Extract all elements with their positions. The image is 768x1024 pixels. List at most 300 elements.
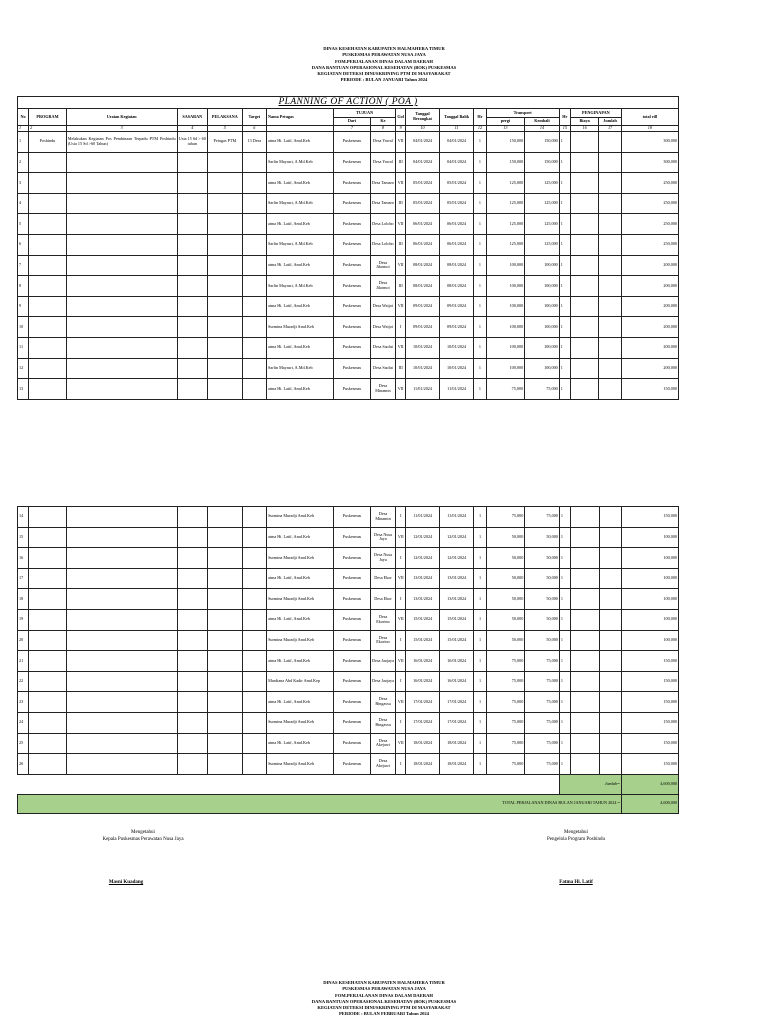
- row-pelaksana: [208, 671, 243, 692]
- col-header-penginapan: PENGINAPAN: [570, 109, 621, 118]
- row-nama-petugas: atma Hi. Latif, Amd.Keb: [267, 379, 334, 400]
- row-uraian: [66, 651, 177, 672]
- row-tanggal-balik: 11/01/2024: [439, 379, 474, 400]
- row-hr2: 1: [559, 214, 570, 235]
- row-total: 100,000: [621, 630, 678, 651]
- row-transport-pergi: 75,000: [486, 671, 525, 692]
- row-sasaran: [177, 152, 207, 173]
- row-tanggal-berangkat: 05/01/2024: [406, 193, 440, 214]
- row-gol: VII: [396, 527, 406, 548]
- row-biaya: [571, 548, 599, 569]
- row-biaya: [571, 733, 599, 754]
- table-row: [18, 712, 679, 733]
- row-ke: Desa Akejawi: [370, 733, 395, 754]
- row-biaya: [570, 214, 598, 235]
- header-line: PERIODE : BULAN FEBRUARI Tahun 2024: [339, 1011, 429, 1017]
- document-header: [0, 46, 768, 84]
- row-no: 13: [18, 379, 29, 400]
- row-jumlah: [599, 296, 621, 317]
- row-no: 18: [18, 589, 29, 610]
- row-uraian: [66, 337, 177, 358]
- row-hr: 1: [474, 589, 486, 610]
- row-pelaksana: [208, 234, 243, 255]
- row-target: [242, 173, 266, 194]
- row-nama-petugas: Surmina Muradji Amd.Keb: [267, 507, 334, 528]
- row-program: [29, 193, 67, 214]
- row-tanggal-balik: 05/01/2024: [439, 173, 474, 194]
- row-total: 150,000: [621, 671, 678, 692]
- row-nama-petugas: atma Hi. Latif, Amd.Keb: [267, 609, 334, 630]
- row-program: [29, 337, 67, 358]
- table-row: [18, 337, 679, 358]
- row-dari: Puskesmas: [334, 712, 371, 733]
- row-total: 300,000: [621, 152, 678, 173]
- row-ke: Desa Ekor: [370, 589, 395, 610]
- row-uraian: [66, 609, 177, 630]
- row-ke: Desa Lolobo: [370, 234, 395, 255]
- row-hr: 1: [474, 507, 486, 528]
- col-header-tgl-berangkat: Tanggal Berangkat: [406, 109, 440, 126]
- row-hr: 1: [474, 132, 486, 153]
- row-total: 250,000: [621, 234, 678, 255]
- row-hr2: 1: [559, 733, 570, 754]
- row-pelaksana: [208, 173, 243, 194]
- row-pelaksana: [208, 379, 243, 400]
- table-row: [18, 276, 679, 297]
- row-dari: Puskesmas: [334, 255, 371, 276]
- column-index-cell: 15: [559, 126, 570, 132]
- row-pelaksana: [208, 548, 243, 569]
- row-tanggal-balik: 12/01/2024: [439, 548, 474, 569]
- row-transport-kembali: 150,000: [525, 132, 560, 153]
- row-dari: Puskesmas: [334, 317, 371, 338]
- col-header-target: Target: [242, 109, 266, 126]
- col-header-tujuan: TUJUAN: [334, 109, 396, 118]
- row-hr2: 1: [559, 296, 570, 317]
- row-transport-pergi: 75,000: [486, 379, 525, 400]
- table-row: [18, 692, 679, 713]
- row-biaya: [570, 358, 598, 379]
- row-gol: VII: [396, 214, 406, 235]
- row-transport-pergi: 75,000: [486, 754, 525, 775]
- row-target: [242, 671, 266, 692]
- row-jumlah: [599, 671, 621, 692]
- row-sasaran: [177, 692, 208, 713]
- table-row: [18, 589, 679, 610]
- row-tanggal-berangkat: 06/01/2024: [406, 214, 440, 235]
- row-pelaksana: Petugas PTM: [208, 132, 243, 153]
- row-sasaran: Usia 15 Sd > 60 tahun: [177, 132, 207, 153]
- row-no: 22: [18, 671, 29, 692]
- row-total: 150,000: [621, 379, 678, 400]
- row-sasaran: [177, 276, 207, 297]
- row-gol: VII: [396, 337, 406, 358]
- row-transport-kembali: 50,000: [525, 589, 560, 610]
- row-transport-kembali: 50,000: [525, 527, 560, 548]
- signature-left: [43, 829, 243, 843]
- row-transport-pergi: 50,000: [486, 630, 525, 651]
- row-jumlah: [599, 507, 621, 528]
- row-target: [242, 733, 266, 754]
- row-transport-kembali: 75,000: [525, 733, 560, 754]
- row-no: 14: [18, 507, 29, 528]
- row-tanggal-berangkat: 06/01/2024: [406, 234, 440, 255]
- row-transport-kembali: 50,000: [525, 548, 560, 569]
- row-pelaksana: [208, 193, 243, 214]
- row-dari: Puskesmas: [334, 671, 371, 692]
- row-ke: Desa Waijoi: [370, 296, 395, 317]
- col-header-hr2: Hr: [559, 109, 570, 126]
- table-row: [18, 548, 679, 569]
- row-jumlah: [599, 214, 621, 235]
- row-sasaran: [177, 214, 207, 235]
- column-index-cell: 4: [177, 126, 207, 132]
- row-ke: Desa Minamin: [370, 379, 395, 400]
- row-hr: 1: [474, 712, 486, 733]
- row-tanggal-balik: 17/01/2024: [439, 692, 474, 713]
- row-hr2: 1: [559, 152, 570, 173]
- row-gol: VII: [396, 296, 406, 317]
- row-tanggal-balik: 04/01/2024: [439, 132, 474, 153]
- row-transport-pergi: 75,000: [486, 651, 525, 672]
- column-index-cell: 6: [242, 126, 266, 132]
- row-sasaran: [177, 527, 208, 548]
- jumlah-row: [18, 774, 679, 794]
- row-program: [29, 671, 67, 692]
- row-biaya: [571, 712, 599, 733]
- row-sasaran: [177, 234, 207, 255]
- col-header-program: PROGRAM: [29, 109, 67, 126]
- row-dari: Puskesmas: [334, 296, 371, 317]
- total-value: 4,600,000: [621, 794, 678, 813]
- row-transport-kembali: 100,000: [525, 317, 560, 338]
- row-dari: Puskesmas: [334, 589, 371, 610]
- row-dari: Puskesmas: [334, 173, 371, 194]
- row-program: [29, 589, 67, 610]
- row-transport-pergi: 150,000: [486, 152, 525, 173]
- row-pelaksana: [208, 568, 243, 589]
- row-jumlah: [599, 651, 621, 672]
- row-program: [29, 630, 67, 651]
- row-tanggal-balik: 06/01/2024: [439, 234, 474, 255]
- row-program: [29, 276, 67, 297]
- row-hr: 1: [474, 379, 486, 400]
- row-biaya: [571, 589, 599, 610]
- row-hr2: 1: [559, 630, 570, 651]
- row-dari: Puskesmas: [334, 193, 371, 214]
- row-hr: 1: [474, 337, 486, 358]
- row-jumlah: [599, 609, 621, 630]
- row-nama-petugas: atma Hi. Latif, Amd.Keb: [267, 337, 334, 358]
- row-no: 19: [18, 609, 29, 630]
- row-gol: III: [396, 276, 406, 297]
- row-transport-kembali: 50,000: [525, 568, 560, 589]
- row-jumlah: [599, 527, 621, 548]
- row-sasaran: [177, 317, 207, 338]
- table-row: [18, 234, 679, 255]
- row-jumlah: [599, 712, 621, 733]
- row-biaya: [571, 609, 599, 630]
- row-uraian: [66, 173, 177, 194]
- row-biaya: [570, 296, 598, 317]
- row-total: 250,000: [621, 173, 678, 194]
- row-gol: I: [396, 507, 406, 528]
- row-no: 7: [18, 255, 29, 276]
- row-no: 8: [18, 276, 29, 297]
- table-row: [18, 630, 679, 651]
- row-total: 200,000: [621, 317, 678, 338]
- row-sasaran: [177, 507, 208, 528]
- row-total: 300,000: [621, 132, 678, 153]
- jumlah-value: 4,600,000: [621, 774, 678, 794]
- row-uraian: [66, 379, 177, 400]
- row-no: 1: [18, 132, 29, 153]
- row-hr: 1: [474, 548, 486, 569]
- row-transport-kembali: 100,000: [525, 337, 560, 358]
- row-tanggal-balik: 04/01/2024: [439, 152, 474, 173]
- row-uraian: [66, 630, 177, 651]
- row-transport-kembali: 100,000: [525, 358, 560, 379]
- row-tanggal-balik: 16/01/2024: [439, 671, 474, 692]
- signature-left-title: Mengetahui: [131, 830, 155, 835]
- row-transport-pergi: 100,000: [486, 276, 525, 297]
- row-sasaran: [177, 651, 208, 672]
- row-tanggal-berangkat: 05/01/2024: [406, 173, 440, 194]
- row-tanggal-berangkat: 17/01/2024: [406, 712, 440, 733]
- row-dari: Puskesmas: [334, 548, 371, 569]
- row-uraian: [66, 692, 177, 713]
- row-program: [29, 173, 67, 194]
- column-index-cell: 1: [18, 126, 29, 132]
- row-transport-kembali: 125,000: [525, 173, 560, 194]
- table-row: [18, 733, 679, 754]
- row-tanggal-berangkat: 15/01/2024: [406, 609, 440, 630]
- row-total: 100,000: [621, 527, 678, 548]
- row-hr: 1: [474, 358, 486, 379]
- row-dari: Puskesmas: [334, 214, 371, 235]
- row-ke: Desa Jaojaya: [370, 651, 395, 672]
- row-hr: 1: [474, 733, 486, 754]
- header-line: PERIODE : BULAN JANUARI Tahun 2024: [340, 77, 428, 83]
- row-sasaran: [177, 193, 207, 214]
- row-target: [242, 317, 266, 338]
- row-jumlah: [599, 548, 621, 569]
- row-dari: Puskesmas: [334, 733, 371, 754]
- row-transport-kembali: 75,000: [525, 507, 560, 528]
- row-program: [29, 754, 67, 775]
- row-tanggal-balik: 10/01/2024: [439, 337, 474, 358]
- row-transport-kembali: 100,000: [525, 276, 560, 297]
- row-transport-kembali: 125,000: [525, 193, 560, 214]
- table-row: [18, 379, 679, 400]
- row-no: 3: [18, 173, 29, 194]
- row-target: [242, 358, 266, 379]
- row-uraian: [66, 671, 177, 692]
- row-target: 13 Desa: [242, 132, 266, 153]
- row-dari: Puskesmas: [334, 754, 371, 775]
- row-program: [29, 296, 67, 317]
- signature-left-role: Kepala Puskesmas Perawatan Nusa Jaya: [102, 837, 184, 842]
- row-hr: 1: [474, 630, 486, 651]
- row-pelaksana: [208, 651, 243, 672]
- row-no: 20: [18, 630, 29, 651]
- row-transport-pergi: 100,000: [486, 255, 525, 276]
- row-target: [242, 609, 266, 630]
- row-nama-petugas: Surmina Muradji Amd.Keb: [267, 548, 334, 569]
- row-program: [29, 507, 67, 528]
- row-biaya: [570, 337, 598, 358]
- row-uraian: [66, 507, 177, 528]
- row-no: 25: [18, 733, 29, 754]
- row-ke: Desa Ekor: [370, 568, 395, 589]
- row-ke: Desa Jikomoi: [370, 276, 395, 297]
- table-row: [18, 651, 679, 672]
- row-jumlah: [599, 754, 621, 775]
- col-header-ke: Ke: [370, 118, 395, 126]
- row-pelaksana: [208, 609, 243, 630]
- row-jumlah: [599, 358, 621, 379]
- row-no: 2: [18, 152, 29, 173]
- row-ke: Desa Minamin: [370, 507, 395, 528]
- row-total: 150,000: [621, 712, 678, 733]
- row-nama-petugas: atma Hi. Latif, Amd.Keb: [267, 568, 334, 589]
- column-index-cell: 12: [474, 126, 486, 132]
- row-dari: Puskesmas: [334, 276, 371, 297]
- header-line: FOM.PERJALANAN DINAS DALAM DAERAH: [335, 58, 433, 64]
- row-gol: I: [396, 317, 406, 338]
- row-biaya: [571, 651, 599, 672]
- column-index-cell: 8: [370, 126, 395, 132]
- row-dari: Puskesmas: [334, 234, 371, 255]
- header-line: DINAS KESEHATAN KABUPATEN HALMAHERA TIMUR: [323, 46, 445, 51]
- row-transport-kembali: 125,000: [525, 214, 560, 235]
- row-pelaksana: [208, 589, 243, 610]
- row-hr: 1: [474, 234, 486, 255]
- row-target: [242, 630, 266, 651]
- row-transport-kembali: 150,000: [525, 152, 560, 173]
- row-transport-pergi: 50,000: [486, 609, 525, 630]
- row-biaya: [571, 568, 599, 589]
- col-header-uraian: Uraian Kegiatan: [66, 109, 177, 126]
- row-target: [242, 379, 266, 400]
- row-ke: Desa Bingassu: [370, 712, 395, 733]
- poa-table: [17, 96, 679, 400]
- row-transport-pergi: 100,000: [486, 317, 525, 338]
- row-tanggal-berangkat: 18/01/2024: [406, 733, 440, 754]
- row-transport-pergi: 50,000: [486, 527, 525, 548]
- row-gol: VII: [396, 379, 406, 400]
- row-program: [29, 152, 67, 173]
- header-line: KEGIATAN DETEKSI DINI/SKRINING PTM DI MASYARAKAT: [317, 1005, 451, 1011]
- row-total: 150,000: [621, 733, 678, 754]
- row-dari: Puskesmas: [334, 630, 371, 651]
- row-tanggal-balik: 11/01/2024: [439, 507, 474, 528]
- row-jumlah: [599, 589, 621, 610]
- row-tanggal-berangkat: 12/01/2024: [406, 548, 440, 569]
- row-tanggal-berangkat: 18/01/2024: [406, 754, 440, 775]
- row-hr2: 1: [559, 173, 570, 194]
- row-biaya: [571, 527, 599, 548]
- row-transport-kembali: 125,000: [525, 234, 560, 255]
- row-nama-petugas: atma Hi. Latif, Amd.Keb: [267, 651, 334, 672]
- row-target: [242, 754, 266, 775]
- row-transport-pergi: 150,000: [486, 132, 525, 153]
- row-tanggal-berangkat: 04/01/2024: [406, 152, 440, 173]
- row-no: 17: [18, 568, 29, 589]
- row-uraian: Melakukan Kegiatan Pos Pembinaan Terpadu PTM Posbindu (Usia 15 Sd >60 Tahun): [66, 132, 177, 153]
- row-transport-pergi: 125,000: [486, 214, 525, 235]
- column-index-cell: 2: [29, 126, 67, 132]
- row-hr2: 1: [559, 255, 570, 276]
- row-sasaran: [177, 630, 208, 651]
- table-row: [18, 255, 679, 276]
- row-hr2: 1: [559, 337, 570, 358]
- row-tanggal-balik: 15/01/2024: [439, 609, 474, 630]
- row-hr2: 1: [559, 671, 570, 692]
- signature-right: [476, 829, 676, 843]
- row-target: [242, 337, 266, 358]
- row-uraian: [66, 276, 177, 297]
- row-tanggal-balik: 10/01/2024: [439, 358, 474, 379]
- row-uraian: [66, 234, 177, 255]
- row-ke: Desa Waijoi: [370, 317, 395, 338]
- column-index-cell: 13: [486, 126, 525, 132]
- col-header-biaya: Biaya: [570, 118, 598, 126]
- row-ke: Desa Jaojaya: [370, 671, 395, 692]
- row-tanggal-balik: 08/01/2024: [439, 276, 474, 297]
- row-sasaran: [177, 754, 208, 775]
- row-tanggal-berangkat: 04/01/2024: [406, 132, 440, 153]
- table-row: [18, 193, 679, 214]
- row-no: 16: [18, 548, 29, 569]
- row-no: 15: [18, 527, 29, 548]
- row-sasaran: [177, 609, 208, 630]
- column-index-cell: 9: [396, 126, 406, 132]
- col-header-pelaksana: PELAKSANA: [208, 109, 243, 126]
- row-gol: VII: [396, 609, 406, 630]
- row-ke: Desa Ekorino: [370, 630, 395, 651]
- row-sasaran: [177, 589, 208, 610]
- row-tanggal-berangkat: 16/01/2024: [406, 671, 440, 692]
- row-uraian: [66, 754, 177, 775]
- row-jumlah: [599, 337, 621, 358]
- row-biaya: [571, 507, 599, 528]
- row-gol: III: [396, 193, 406, 214]
- row-transport-kembali: 75,000: [525, 379, 560, 400]
- column-index-cell: 3: [66, 126, 177, 132]
- row-total: 200,000: [621, 276, 678, 297]
- row-target: [242, 234, 266, 255]
- row-transport-pergi: 75,000: [486, 733, 525, 754]
- row-program: [29, 548, 67, 569]
- row-transport-kembali: 100,000: [525, 296, 560, 317]
- col-header-dari: Dari: [334, 118, 371, 126]
- col-header-nama: Nama Petugas: [267, 109, 334, 126]
- row-hr: 1: [474, 671, 486, 692]
- row-biaya: [571, 692, 599, 713]
- header-line: PUSKESMAS PERAWATAN NUSA JAYA: [342, 52, 426, 58]
- header-line: DANA BANTUAN OPERASIONAL KESEHATAN (BOK) PUSKESMAS: [311, 64, 457, 70]
- row-sasaran: [177, 568, 208, 589]
- row-dari: Puskesmas: [334, 692, 371, 713]
- row-transport-kembali: 75,000: [525, 712, 560, 733]
- row-transport-pergi: 50,000: [486, 589, 525, 610]
- row-program: [29, 733, 67, 754]
- row-total: 200,000: [621, 296, 678, 317]
- signature-right-role: Pengelola Program Posbindu: [546, 837, 606, 842]
- row-jumlah: [599, 276, 621, 297]
- row-tanggal-berangkat: 08/01/2024: [406, 255, 440, 276]
